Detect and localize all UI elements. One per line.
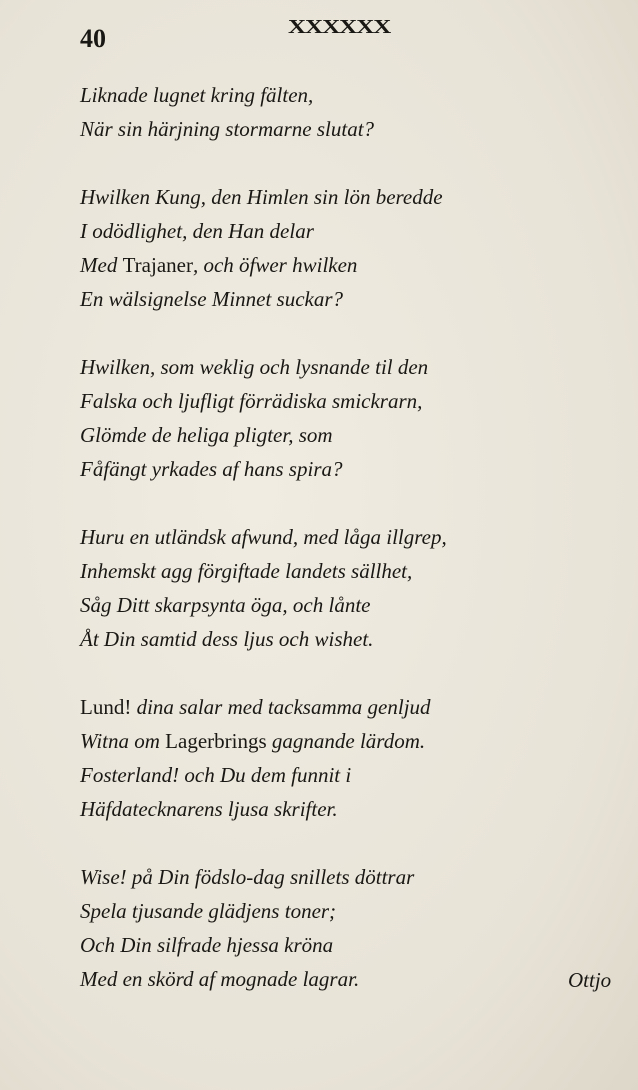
header-ornament: XXXXXX (288, 16, 391, 38)
verse-line: Glömde de heliga pligter, som (80, 423, 333, 447)
poem-body (80, 78, 520, 1030)
verse-line: Hwilken Kung, den Himlen sin lön beredde (80, 185, 443, 209)
verse-line (80, 248, 520, 282)
verse-line: Fåfängt yrkades af hans spira? (80, 457, 343, 481)
verse-fragment-roman: Lund! (80, 695, 132, 719)
verse-fragment-roman: Trajaner (122, 253, 193, 277)
verse-line: I odödlighet, den Han delar (80, 219, 314, 243)
bleed-through-text (528, 60, 638, 940)
stanza (80, 520, 520, 656)
verse-line: Åt Din samtid dess ljus och wishet. (80, 627, 374, 651)
verse-line: Falska och ljufligt förrädiska smickrarn, (80, 389, 423, 413)
stanza (80, 180, 520, 316)
verse-fragment: gagnande lärdom. (266, 729, 426, 753)
stanza (80, 78, 520, 146)
verse-line: Häfdatecknarens ljusa skrifter. (80, 797, 338, 821)
verse-line: Fosterland! och Du dem funnit i (80, 763, 352, 787)
verse-line: En wälsignelse Minnet suckar? (80, 287, 344, 311)
verse-line: Wise! på Din födslo-dag snillets döttrar (80, 865, 415, 889)
verse-line: Hwilken, som weklig och lysnande til den (80, 355, 429, 379)
verse-line: Huru en utländsk afwund, med låga illgrep, (80, 525, 447, 549)
verse-fragment: Witna om (80, 729, 166, 753)
page-number: 40 (80, 24, 106, 53)
verse-line: När sin härjning stormarne slutat? (80, 117, 375, 141)
stanza (80, 350, 520, 486)
catchword: Ottjo (568, 968, 612, 992)
verse-line: Såg Ditt skarpsynta öga, och lånte (80, 593, 371, 617)
verse-fragment: dina salar med tacksamma genljud (131, 695, 431, 719)
stanza (80, 690, 520, 826)
stanza (80, 860, 520, 996)
verse-fragment: Med (80, 253, 123, 277)
verse-line: Inhemskt agg förgiftade landets sällhet, (80, 559, 413, 583)
verse-line: Spela tjusande glädjens toner; (80, 899, 337, 923)
verse-fragment: , och öfwer hwilken (192, 253, 358, 277)
verse-line: Med en skörd af mognade lagrar. (80, 967, 360, 991)
verse-line: Liknade lugnet kring fälten, (80, 83, 314, 107)
verse-line (80, 724, 520, 758)
verse-line: Och Din silfrade hjessa kröna (80, 933, 334, 957)
verse-fragment-roman: Lagerbrings (165, 729, 267, 753)
verse-line (80, 690, 520, 724)
